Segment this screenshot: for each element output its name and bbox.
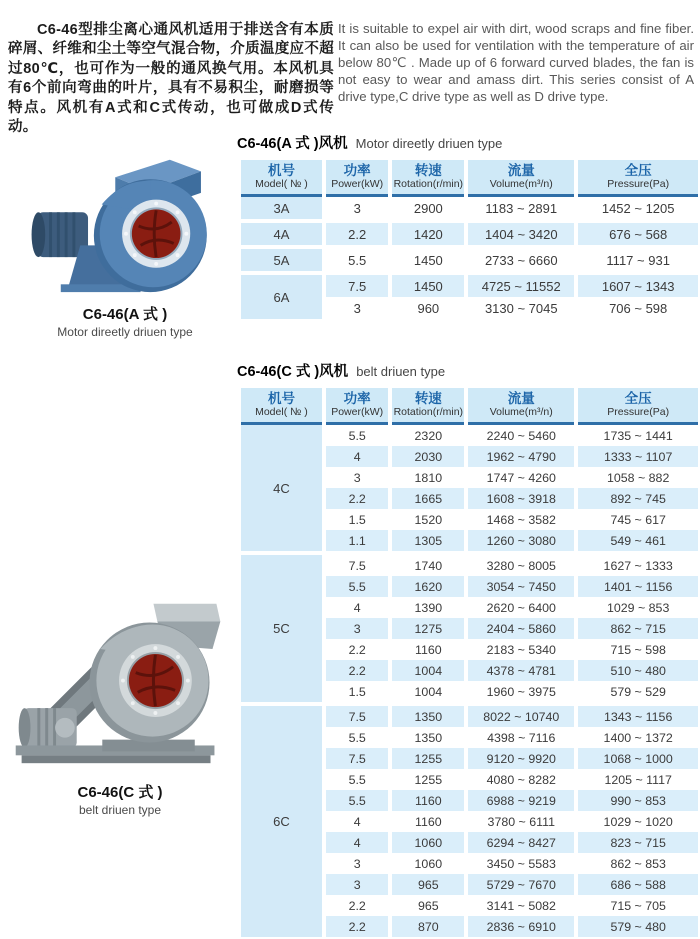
data-cell: 4398 ~ 7116 xyxy=(466,727,576,748)
column-header: 全压 Pressure(Pa) xyxy=(576,160,698,196)
data-cell: 1160 xyxy=(390,639,466,660)
data-cell: 1058 ~ 882 xyxy=(576,467,698,488)
data-cell: 2240 ~ 5460 xyxy=(466,424,576,447)
table-row xyxy=(239,273,698,297)
data-cell: 1468 ~ 3582 xyxy=(466,509,576,530)
data-cell: 5.5 xyxy=(324,727,391,748)
data-cell: 2620 ~ 6400 xyxy=(466,597,576,618)
data-cell: 715 ~ 705 xyxy=(576,895,698,916)
data-cell: 1390 xyxy=(390,597,466,618)
data-cell: 7.5 xyxy=(324,553,391,576)
data-cell: 1450 xyxy=(390,247,466,273)
data-cell: 1260 ~ 3080 xyxy=(466,530,576,553)
data-cell: 1627 ~ 1333 xyxy=(576,553,698,576)
data-cell: 1183 ~ 2891 xyxy=(466,196,576,222)
section-a-title xyxy=(237,134,698,153)
data-cell: 706 ~ 598 xyxy=(576,297,698,319)
table-row xyxy=(239,221,698,247)
data-cell: 1305 xyxy=(390,530,466,553)
data-cell: 3450 ~ 5583 xyxy=(466,853,576,874)
data-cell: 2404 ~ 5860 xyxy=(466,618,576,639)
data-cell: 549 ~ 461 xyxy=(576,530,698,553)
section-c-title-en: belt driuen type xyxy=(356,364,446,379)
data-cell: 5.5 xyxy=(324,790,391,811)
data-cell: 1665 xyxy=(390,488,466,509)
data-cell: 3141 ~ 5082 xyxy=(466,895,576,916)
data-cell: 686 ~ 588 xyxy=(576,874,698,895)
data-cell: 1735 ~ 1441 xyxy=(576,424,698,447)
column-header: 机号 Model( № ) xyxy=(239,388,324,424)
data-cell: 2.2 xyxy=(324,895,391,916)
data-cell: 5.5 xyxy=(324,424,391,447)
data-cell: 2.2 xyxy=(324,660,391,681)
data-cell: 745 ~ 617 xyxy=(576,509,698,530)
data-cell: 3 xyxy=(324,467,391,488)
data-cell: 1810 xyxy=(390,467,466,488)
data-cell: 2.2 xyxy=(324,916,391,937)
section-c-title xyxy=(237,362,698,381)
model-cell: 6A xyxy=(239,273,324,319)
model-cell: 6C xyxy=(239,704,324,937)
data-cell: 1060 xyxy=(390,853,466,874)
section-a-title-cn: C6-46(A 式 )风机 xyxy=(237,136,348,152)
model-cell: 3A xyxy=(239,196,324,222)
data-cell: 5.5 xyxy=(324,769,391,790)
table-fan-c xyxy=(237,388,698,937)
data-cell: 5.5 xyxy=(324,576,391,597)
data-cell: 3780 ~ 6111 xyxy=(466,811,576,832)
data-cell: 3130 ~ 7045 xyxy=(466,297,576,319)
data-cell: 4 xyxy=(324,811,391,832)
data-cell: 965 xyxy=(390,874,466,895)
data-cell: 990 ~ 853 xyxy=(576,790,698,811)
data-cell: 862 ~ 715 xyxy=(576,618,698,639)
data-cell: 1350 xyxy=(390,727,466,748)
data-cell: 3 xyxy=(324,874,391,895)
data-cell: 3 xyxy=(324,196,391,222)
model-cell: 5A xyxy=(239,247,324,273)
data-cell: 1117 ~ 931 xyxy=(576,247,698,273)
data-cell: 3 xyxy=(324,618,391,639)
data-cell: 1029 ~ 853 xyxy=(576,597,698,618)
data-cell: 7.5 xyxy=(324,273,391,297)
data-cell: 1740 xyxy=(390,553,466,576)
data-cell: 862 ~ 853 xyxy=(576,853,698,874)
data-cell: 6294 ~ 8427 xyxy=(466,832,576,853)
table-row xyxy=(239,424,698,447)
data-cell: 1520 xyxy=(390,509,466,530)
section-c-title-cn: C6-46(C 式 )风机 xyxy=(237,364,349,380)
data-cell: 1205 ~ 1117 xyxy=(576,769,698,790)
data-cell: 1160 xyxy=(390,790,466,811)
data-cell: 4 xyxy=(324,597,391,618)
data-cell: 1960 ~ 3975 xyxy=(466,681,576,704)
data-cell: 1.5 xyxy=(324,681,391,704)
data-cell: 1.5 xyxy=(324,509,391,530)
data-cell: 5.5 xyxy=(324,247,391,273)
data-cell: 823 ~ 715 xyxy=(576,832,698,853)
data-cell: 2.2 xyxy=(324,639,391,660)
section-fan-c xyxy=(237,362,698,937)
data-cell: 2.2 xyxy=(324,488,391,509)
intro-paragraph-cn: C6-46型排尘离心通风机适用于排送含有本质碎屑、纤维和尘土等空气混合物，介质温度应不超过80℃，也可作为一般的通风换气用。本风机具有6个前向弯曲的叶片，具有不易积尘，耐磨损等特点。风机有A式和C式传动，也可做成D式传动。 xyxy=(8,21,334,136)
data-cell: 4725 ~ 11552 xyxy=(466,273,576,297)
model-cell: 5C xyxy=(239,553,324,704)
data-cell: 3054 ~ 7450 xyxy=(466,576,576,597)
column-header: 功率 Power(kW) xyxy=(324,160,391,196)
data-cell: 1404 ~ 3420 xyxy=(466,221,576,247)
section-fan-a xyxy=(237,134,698,319)
data-cell: 1747 ~ 4260 xyxy=(466,467,576,488)
figure-c-caption: C6-46(C 式 ) xyxy=(77,784,163,801)
data-cell: 2836 ~ 6910 xyxy=(466,916,576,937)
data-cell: 1.1 xyxy=(324,530,391,553)
data-cell: 1255 xyxy=(390,748,466,769)
data-cell: 3 xyxy=(324,853,391,874)
figure-fan-c xyxy=(6,592,234,817)
data-cell: 1608 ~ 3918 xyxy=(466,488,576,509)
data-cell: 1160 xyxy=(390,811,466,832)
table-fan-a xyxy=(237,160,698,319)
data-cell: 579 ~ 529 xyxy=(576,681,698,704)
data-cell: 2030 xyxy=(390,446,466,467)
data-cell: 1255 xyxy=(390,769,466,790)
data-cell: 2900 xyxy=(390,196,466,222)
data-cell: 2183 ~ 5340 xyxy=(466,639,576,660)
data-cell: 7.5 xyxy=(324,704,391,727)
data-cell: 5729 ~ 7670 xyxy=(466,874,576,895)
data-cell: 1068 ~ 1000 xyxy=(576,748,698,769)
data-cell: 3280 ~ 8005 xyxy=(466,553,576,576)
table-row xyxy=(239,704,698,727)
model-cell: 4C xyxy=(239,424,324,554)
table-row xyxy=(239,196,698,222)
data-cell: 1620 xyxy=(390,576,466,597)
intro-paragraph-en: It is suitable to expel air with dirt, wood scraps and fine fiber. It can also be used for ventilation with the temperature of air below 80℃ . Made up of 6 forward curved blades, the fan is not easy to wear and amass dirt. This series consist of A drive type,C drive type as well as D drive type. xyxy=(338,21,694,104)
column-header: 转速 Rotation(r/min) xyxy=(390,388,466,424)
data-cell: 1401 ~ 1156 xyxy=(576,576,698,597)
data-cell: 1004 xyxy=(390,681,466,704)
data-cell: 1452 ~ 1205 xyxy=(576,196,698,222)
data-cell: 1420 xyxy=(390,221,466,247)
column-header: 功率 Power(kW) xyxy=(324,388,391,424)
column-header: 机号 Model( № ) xyxy=(239,160,324,196)
data-cell: 960 xyxy=(390,297,466,319)
fan-c-image xyxy=(6,592,234,774)
data-cell: 4378 ~ 4781 xyxy=(466,660,576,681)
data-cell: 1962 ~ 4790 xyxy=(466,446,576,467)
data-cell: 8022 ~ 10740 xyxy=(466,704,576,727)
data-cell: 6988 ~ 9219 xyxy=(466,790,576,811)
data-cell: 965 xyxy=(390,895,466,916)
column-header: 全压 Pressure(Pa) xyxy=(576,388,698,424)
data-cell: 1450 xyxy=(390,273,466,297)
data-cell: 4080 ~ 8282 xyxy=(466,769,576,790)
column-header: 流量 Volume(m³/n) xyxy=(466,160,576,196)
data-cell: 4 xyxy=(324,832,391,853)
data-cell: 4 xyxy=(324,446,391,467)
data-cell: 7.5 xyxy=(324,748,391,769)
data-cell: 676 ~ 568 xyxy=(576,221,698,247)
figure-a-caption: C6-46(A 式 ) xyxy=(82,306,168,323)
table-row xyxy=(239,247,698,273)
data-cell: 9120 ~ 9920 xyxy=(466,748,576,769)
figure-fan-a xyxy=(20,150,230,339)
figure-a-subcaption: Motor direetly driuen type xyxy=(57,325,193,339)
data-cell: 1060 xyxy=(390,832,466,853)
section-a-title-en: Motor direetly driuen type xyxy=(355,136,503,151)
data-cell: 1400 ~ 1372 xyxy=(576,727,698,748)
data-cell: 1029 ~ 1020 xyxy=(576,811,698,832)
data-cell: 1607 ~ 1343 xyxy=(576,273,698,297)
column-header: 转速 Rotation(r/min) xyxy=(390,160,466,196)
fan-a-image xyxy=(23,150,228,296)
column-header: 流量 Volume(m³/n) xyxy=(466,388,576,424)
data-cell: 1004 xyxy=(390,660,466,681)
data-cell: 2.2 xyxy=(324,221,391,247)
data-cell: 870 xyxy=(390,916,466,937)
data-cell: 2320 xyxy=(390,424,466,447)
model-cell: 4A xyxy=(239,221,324,247)
data-cell: 579 ~ 480 xyxy=(576,916,698,937)
data-cell: 2733 ~ 6660 xyxy=(466,247,576,273)
data-cell: 1350 xyxy=(390,704,466,727)
data-cell: 3 xyxy=(324,297,391,319)
data-cell: 715 ~ 598 xyxy=(576,639,698,660)
data-cell: 510 ~ 480 xyxy=(576,660,698,681)
data-cell: 1343 ~ 1156 xyxy=(576,704,698,727)
data-cell: 1333 ~ 1107 xyxy=(576,446,698,467)
figure-c-subcaption: belt driuen type xyxy=(78,803,162,817)
table-row xyxy=(239,553,698,576)
data-cell: 892 ~ 745 xyxy=(576,488,698,509)
data-cell: 1275 xyxy=(390,618,466,639)
